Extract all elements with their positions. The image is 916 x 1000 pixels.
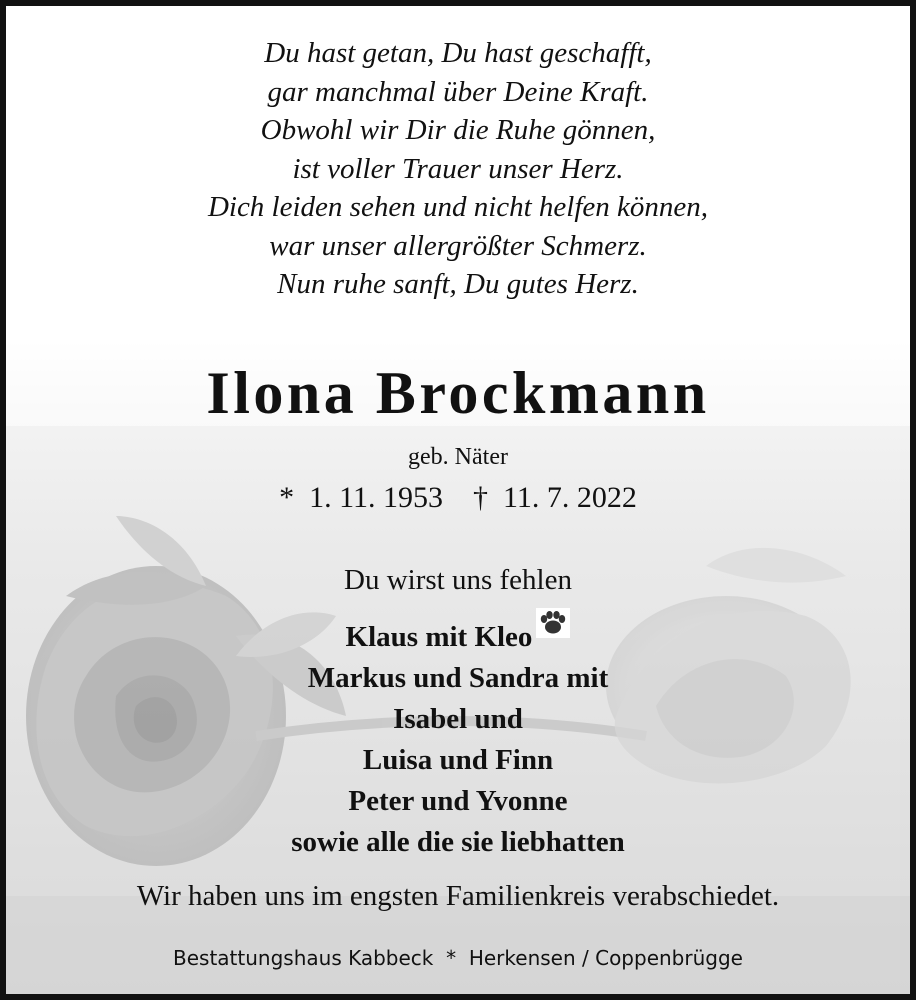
poem-line: Du hast getan, Du hast geschafft, [264,37,652,69]
birth-symbol: * [279,481,295,514]
mourner-line: Markus und Sandra mit [307,662,609,694]
poem-line: Obwohl wir Dir die Ruhe gönnen, [260,114,656,146]
birth-name: geb. Näter [408,444,508,470]
death-date: 11. 7. 2022 [503,481,637,514]
mourner-line: Luisa und Finn [362,744,554,776]
poem-line: war unser allergrößter Schmerz. [269,229,647,262]
funeral-home-location: Herkensen / Coppenbrügge [468,946,743,970]
poem-line: Nun ruhe sanft, Du gutes Herz. [277,268,639,300]
paw-print-icon [536,608,570,638]
poem-line: Dich leiden sehen und nicht helfen können, [207,191,709,223]
birth-date: 1. 11. 1953 [309,481,443,514]
poem [6,34,910,304]
farewell-line: Du wirst uns fehlen [344,564,572,596]
deceased-name: Ilona Brockmann [206,360,710,426]
mourner-line [6,608,910,658]
funeral-home-footer [6,944,910,972]
poem-line: gar manchmal über Deine Kraft. [267,75,649,108]
footer-separator: * [446,946,457,970]
mourner-line: sowie alle die sie liebhatten [291,826,625,858]
poem-line: ist voller Trauer unser Herz. [292,152,624,185]
life-dates [6,480,910,516]
funeral-home-name: Bestattungshaus Kabbeck [173,946,434,970]
mourners-list [6,608,910,863]
mourner-line: Peter und Yvonne [348,785,568,817]
mourner-name: Klaus mit Kleo [345,621,533,653]
closing-note: Wir haben uns im engsten Familienkreis verabschiedet. [136,880,780,912]
death-symbol-icon: † [473,481,488,514]
mourner-line: Isabel und [393,703,523,735]
